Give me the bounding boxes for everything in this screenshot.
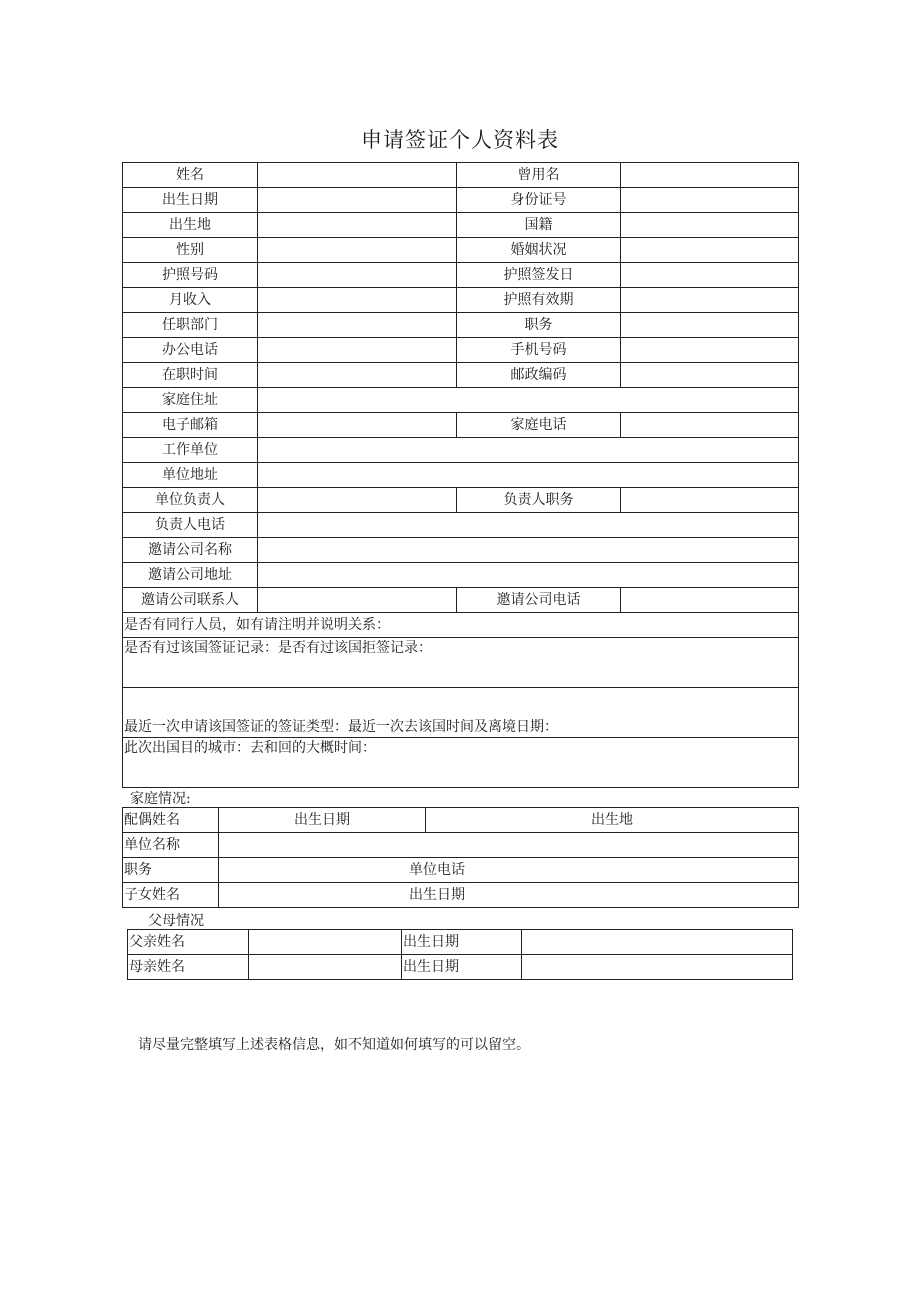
footer-note: 请尽量完整填写上述表格信息，如不知道如何填写的可以留空。 xyxy=(138,1037,530,1053)
label-spouse-employer-phone: 单位电话 xyxy=(409,862,465,878)
form-title: 申请签证个人资料表 xyxy=(361,128,559,152)
label-marital-status: 婚姻状况 xyxy=(457,238,621,263)
field-employer-head[interactable] xyxy=(258,488,457,513)
field-passport-no[interactable] xyxy=(258,263,457,288)
label-nationality: 国籍 xyxy=(457,213,621,238)
label-former-name: 曾用名 xyxy=(457,163,621,188)
question-last-visa[interactable]: 最近一次申请该国签证的签证类型：最近一次去该国时间及离境日期： xyxy=(123,688,799,738)
label-employment-period: 在职时间 xyxy=(123,363,258,388)
label-spouse-employer: 单位名称 xyxy=(123,833,219,858)
label-passport-issue-date: 护照签发日 xyxy=(457,263,621,288)
field-marital-status[interactable] xyxy=(621,238,799,263)
label-mother-birth-date: 出生日期 xyxy=(402,955,522,980)
field-employer-address[interactable] xyxy=(258,463,799,488)
field-id-number[interactable] xyxy=(621,188,799,213)
field-inviter-address[interactable] xyxy=(258,563,799,588)
label-mobile: 手机号码 xyxy=(457,338,621,363)
field-spouse-position[interactable] xyxy=(219,858,799,883)
label-passport-expiry: 护照有效期 xyxy=(457,288,621,313)
field-mother-name[interactable] xyxy=(249,955,402,980)
question-visa-history[interactable]: 是否有过该国签证记录：是否有过该国拒签记录： xyxy=(123,638,799,688)
question-companions[interactable]: 是否有同行人员，如有请注明并说明关系： xyxy=(123,613,799,638)
label-child-name: 子女姓名 xyxy=(123,883,219,908)
field-child-name[interactable] xyxy=(219,883,799,908)
label-employer: 工作单位 xyxy=(123,438,258,463)
field-home-phone[interactable] xyxy=(621,413,799,438)
family-heading: 家庭情况: xyxy=(130,791,191,807)
field-mobile[interactable] xyxy=(621,338,799,363)
label-employer-address: 单位地址 xyxy=(123,463,258,488)
label-inviter-name: 邀请公司名称 xyxy=(123,538,258,563)
field-spouse-employer[interactable] xyxy=(219,833,799,858)
label-passport-no: 护照号码 xyxy=(123,263,258,288)
label-inviter-phone: 邀请公司电话 xyxy=(457,588,621,613)
field-inviter-phone[interactable] xyxy=(621,588,799,613)
field-passport-expiry[interactable] xyxy=(621,288,799,313)
label-birth-date: 出生日期 xyxy=(123,188,258,213)
label-inviter-contact: 邀请公司联系人 xyxy=(123,588,258,613)
label-home-phone: 家庭电话 xyxy=(457,413,621,438)
label-employer-head: 单位负责人 xyxy=(123,488,258,513)
field-employer[interactable] xyxy=(258,438,799,463)
personal-info-table xyxy=(122,162,799,788)
label-office-phone: 办公电话 xyxy=(123,338,258,363)
question-trip-plan[interactable]: 此次出国目的城市：去和回的大概时间： xyxy=(123,738,799,788)
field-father-birth-date[interactable] xyxy=(522,930,793,955)
field-office-phone[interactable] xyxy=(258,338,457,363)
label-father-name: 父亲姓名 xyxy=(128,930,249,955)
label-spouse-birth-date: 出生日期 xyxy=(219,808,426,833)
label-father-birth-date: 出生日期 xyxy=(402,930,522,955)
field-birth-place[interactable] xyxy=(258,213,457,238)
field-former-name[interactable] xyxy=(621,163,799,188)
field-name[interactable] xyxy=(258,163,457,188)
field-inviter-contact[interactable] xyxy=(258,588,457,613)
field-head-phone[interactable] xyxy=(258,513,799,538)
field-email[interactable] xyxy=(258,413,457,438)
label-gender: 性别 xyxy=(123,238,258,263)
field-department[interactable] xyxy=(258,313,457,338)
label-inviter-address: 邀请公司地址 xyxy=(123,563,258,588)
label-head-position: 负责人职务 xyxy=(457,488,621,513)
label-child-birth-date: 出生日期 xyxy=(409,887,465,903)
field-head-position[interactable] xyxy=(621,488,799,513)
field-home-address[interactable] xyxy=(258,388,799,413)
label-monthly-income: 月收入 xyxy=(123,288,258,313)
label-id-number: 身份证号 xyxy=(457,188,621,213)
field-nationality[interactable] xyxy=(621,213,799,238)
label-postal-code: 邮政编码 xyxy=(457,363,621,388)
field-employment-period[interactable] xyxy=(258,363,457,388)
label-department: 任职部门 xyxy=(123,313,258,338)
label-spouse-birth-place: 出生地 xyxy=(426,808,799,833)
label-home-address: 家庭住址 xyxy=(123,388,258,413)
field-postal-code[interactable] xyxy=(621,363,799,388)
label-position: 职务 xyxy=(457,313,621,338)
label-spouse-position: 职务 xyxy=(123,858,219,883)
label-spouse-name: 配偶姓名 xyxy=(123,808,219,833)
label-birth-place: 出生地 xyxy=(123,213,258,238)
field-inviter-name[interactable] xyxy=(258,538,799,563)
field-gender[interactable] xyxy=(258,238,457,263)
label-email: 电子邮箱 xyxy=(123,413,258,438)
field-birth-date[interactable] xyxy=(258,188,457,213)
label-mother-name: 母亲姓名 xyxy=(128,955,249,980)
parents-table xyxy=(127,929,793,980)
family-table xyxy=(122,807,799,908)
label-head-phone: 负责人电话 xyxy=(123,513,258,538)
label-name: 姓名 xyxy=(123,163,258,188)
field-father-name[interactable] xyxy=(249,930,402,955)
field-position[interactable] xyxy=(621,313,799,338)
field-passport-issue-date[interactable] xyxy=(621,263,799,288)
field-monthly-income[interactable] xyxy=(258,288,457,313)
parents-heading: 父母情况 xyxy=(148,913,204,929)
field-mother-birth-date[interactable] xyxy=(522,955,793,980)
